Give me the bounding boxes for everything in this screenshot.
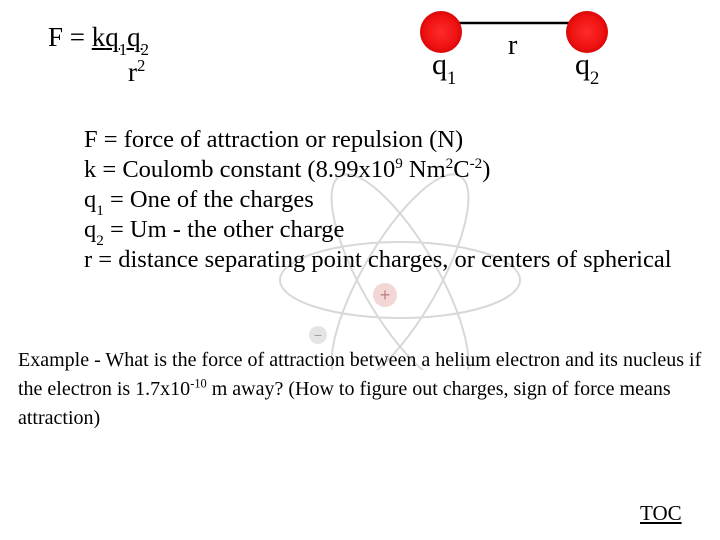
formula-denominator bbox=[128, 57, 145, 88]
q2-sub: 2 bbox=[96, 232, 104, 250]
definition-r: r = distance separating point charges, or centers of spherical bbox=[84, 246, 672, 273]
example-text-after: m away? (How to figure out charges, sign of force means attraction) bbox=[18, 378, 671, 429]
example-exponent: -10 bbox=[190, 376, 207, 391]
formula-numerator-product bbox=[91, 22, 149, 59]
q-letter: q bbox=[575, 48, 590, 81]
q-letter: q bbox=[84, 186, 97, 213]
charge-q2-dot bbox=[566, 11, 608, 53]
example-problem bbox=[18, 346, 718, 433]
formula-q2-letter: q bbox=[127, 22, 141, 52]
q1-text: = One of the charges bbox=[103, 186, 314, 213]
definitions-list bbox=[84, 125, 684, 275]
formula-r-exponent: 2 bbox=[137, 56, 146, 75]
charge-q1-dot bbox=[420, 11, 462, 53]
toc-link[interactable]: TOC bbox=[640, 501, 682, 525]
q2-sub: 2 bbox=[590, 67, 600, 89]
charge-q1-label bbox=[432, 48, 457, 89]
k-suffix: ) bbox=[482, 156, 491, 183]
nucleus-sign: + bbox=[379, 285, 391, 305]
formula-q1-letter: q bbox=[105, 22, 119, 52]
q2-text: = Um - the other charge bbox=[103, 216, 345, 243]
definition-q1 bbox=[84, 185, 684, 220]
formula-q2-sub: 2 bbox=[140, 39, 149, 59]
k-prefix: k = Coulomb constant (8.99x10 bbox=[84, 156, 396, 183]
example-text-before: Example - What is the force of attraction between a helium electron and its nucleus if the electron is 1.7x10 bbox=[18, 349, 702, 400]
q-letter: q bbox=[432, 48, 447, 81]
definition-k bbox=[84, 155, 684, 185]
q1-sub: 1 bbox=[447, 67, 457, 89]
k-exponent-9: 9 bbox=[395, 154, 403, 172]
k-unit-nm: Nm bbox=[402, 156, 446, 183]
charge-q2-label bbox=[575, 48, 600, 89]
k-unit-c: C bbox=[453, 156, 470, 183]
definition-q2 bbox=[84, 215, 684, 250]
formula-q1-sub: 1 bbox=[118, 39, 128, 59]
k-exponent-neg2: -2 bbox=[469, 154, 483, 172]
definition-f: F = force of attraction or repulsion (N) bbox=[84, 126, 464, 153]
formula-lhs: F = bbox=[48, 22, 92, 52]
k-exponent-2: 2 bbox=[445, 154, 454, 172]
formula-numerator bbox=[48, 22, 149, 59]
formula-r: r bbox=[128, 57, 137, 87]
distance-r-label: r bbox=[508, 30, 518, 61]
electron-sign: − bbox=[313, 327, 323, 343]
formula-k: k bbox=[91, 22, 106, 52]
q-letter: q bbox=[84, 216, 97, 243]
q1-sub: 1 bbox=[96, 202, 104, 220]
